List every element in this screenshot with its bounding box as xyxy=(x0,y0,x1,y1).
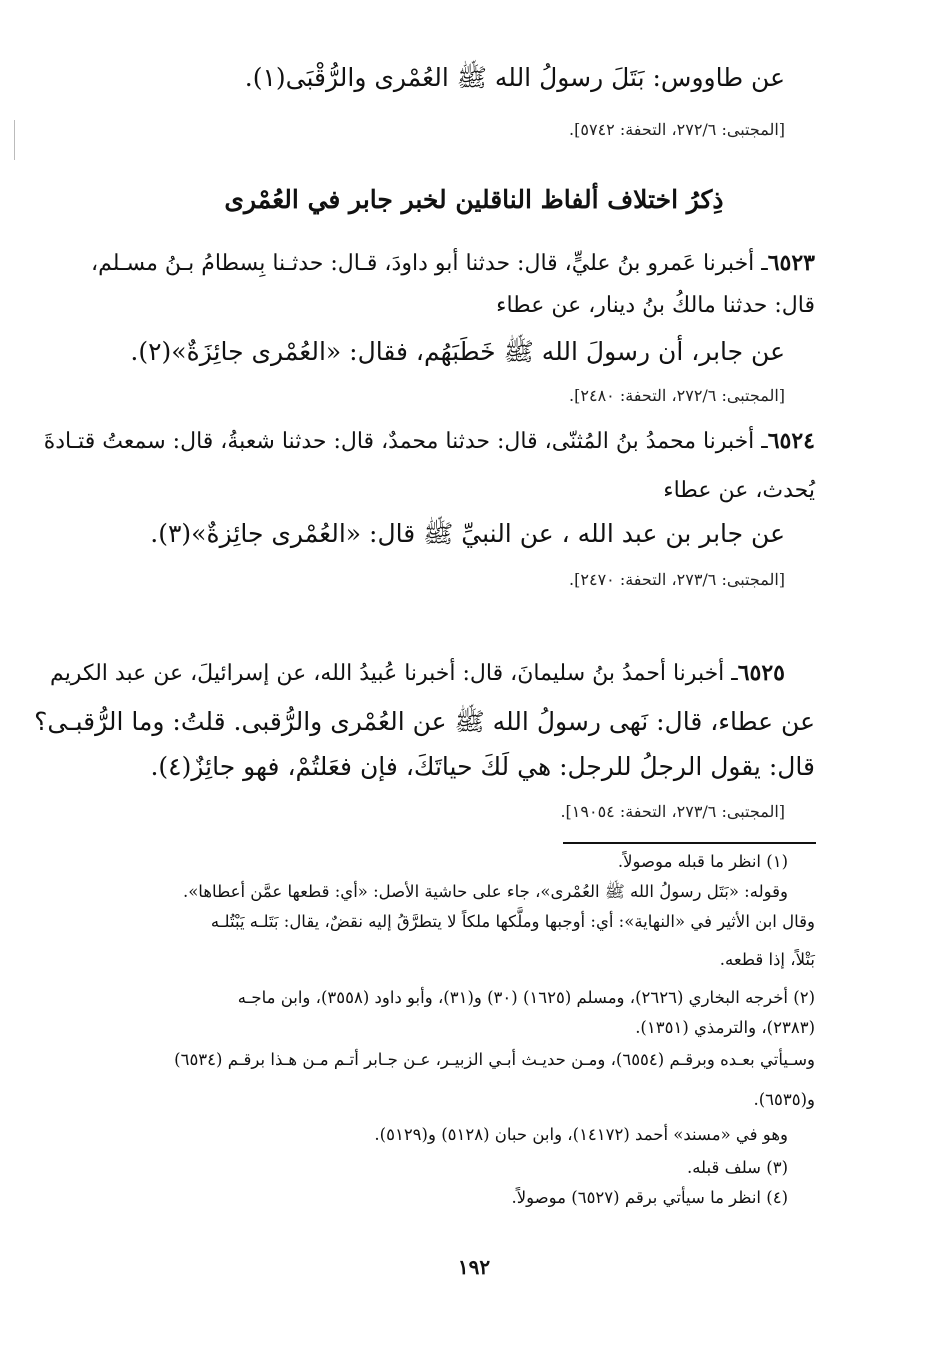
hadith-6523-line1: ٦٥٢٣ـ أخبرنا عَمرو بنُ عليٍّ، قال: حدثنا أبو داودَ، قـال: حدثـنا بِسطامُ بـنُ مسـلم، xyxy=(91,250,815,276)
footnote-1: (١) انظر ما قبله موصولاً. xyxy=(617,852,788,871)
hadith-6524-line1: ٦٥٢٤ـ أخبرنا محمدُ بنُ المُثنّى، قال: حدثنا محمدٌ، قال: حدثنا شعبةُ، قال: سمعتُ قتـادةَ xyxy=(43,428,815,454)
footnote-2-cont: وسـيأتي بعـده وبرقـم (٦٥٥٤)، ومـن حديـث أبـي الزبيـر، عـن جـابر أتـم مـن هـذا برقـم (٦٥٣٤) xyxy=(174,1050,815,1069)
hadith-6524-line3: عن جابر بن عبد الله ، عن النبيِّ ﷺ قال: «العُمْرى جائِزةٌ»(٣). xyxy=(150,519,785,548)
footnote-2: (٢) أخرجه البخاري (٢٦٢٦)، ومسلم (١٦٢٥) (٣٠) و(٣١)، وأبو داود (٣٥٥٨)، وابن ماجـه xyxy=(237,988,815,1007)
hadith-6524-line2: يُحدث، عن عطاء xyxy=(663,478,815,503)
hadith-6523-line2: قال: حدثنا مالكُ بنُ دينار، عن عطاء xyxy=(496,293,815,318)
page-number: ١٩٢ xyxy=(457,1255,491,1279)
footnote-2-cont: (٢٣٨٣)، والترمذي (١٣٥١). xyxy=(635,1018,815,1037)
footnote-3: (٣) سلف قبله. xyxy=(686,1158,788,1177)
hadith-6525-line2: عن عطاء، قال: نَهى رسولُ الله ﷺ عن العُمْرى والرُّقبى. قلتُ: وما الرُّقبـى؟ xyxy=(34,707,815,736)
footnote-separator xyxy=(563,842,816,844)
hadith-6523-line3: عن جابر، أن رسولَ الله ﷺ خَطَبَهُم، فقال: «العُمْرى جائِزَةٌ»(٢). xyxy=(130,337,785,366)
footnote-2-cont: و(٦٥٣٥). xyxy=(753,1090,815,1109)
hadith-6525-line3: قال: يقول الرجلُ للرجل: هي لَكَ حياتَكَ، فإن فعَلتُمْ، فهو جائِزٌ(٤). xyxy=(150,752,815,781)
footnote-1-cont: وقال ابن الأثير في «النهاية»: أي: أوجبها وملَّكها ملكاً لا يتطرَّقُ إليه نقضٌ، يقال: بَتَلـه يَبْتُلـه xyxy=(210,912,815,931)
hadith-6525-reference: [المجتبى: ٢٧٣/٦، التحفة: ١٩٠٥٤]. xyxy=(560,802,785,821)
scan-edge-mark xyxy=(14,120,15,160)
footnote-1-cont: وقوله: «بَتَل رسولُ الله ﷺ العُمْرى»، جاء على حاشية الأصل: «أي: قطعها عمَّن أعطاها». xyxy=(182,882,788,901)
hadith-6524-reference: [المجتبى: ٢٧٣/٦، التحفة: ٢٤٧٠]. xyxy=(569,570,785,589)
hadith-number: ٦٥٢٥ xyxy=(737,660,785,686)
footnote-2-cont: وهو في «مسند» أحمد (١٤١٧٢)، وابن حبان (٥١٢٨) و(٥١٢٩). xyxy=(374,1125,788,1144)
footnote-1-cont: بَتْلاً، إذا قطعه. xyxy=(719,950,815,969)
hadith-number: ٦٥٢٤ xyxy=(767,428,815,454)
top-line: عن طاووس: بَتَلَ رسولُ الله ﷺ العُمْرى والرُّقْبَى(١). xyxy=(244,63,785,92)
hadith-6523-reference: [المجتبى: ٢٧٢/٦، التحفة: ٢٤٨٠]. xyxy=(569,386,785,405)
top-reference: [المجتبى: ٢٧٢/٦، التحفة: ٥٧٤٢]. xyxy=(569,120,785,139)
section-heading: ذِكرُ اختلاف ألفاظ الناقلين لخبر جابر في العُمْرى xyxy=(224,185,724,214)
hadith-number: ٦٥٢٣ xyxy=(767,250,815,276)
hadith-6525-line1: ٦٥٢٥ـ أخبرنا أحمدُ بنُ سليمانَ، قال: أخبرنا عُبيدُ الله، عن إسرائيلَ، عن عبد الكريم xyxy=(50,660,785,686)
footnote-4: (٤) انظر ما سيأتي برقم (٦٥٢٧) موصولاً. xyxy=(511,1188,788,1207)
